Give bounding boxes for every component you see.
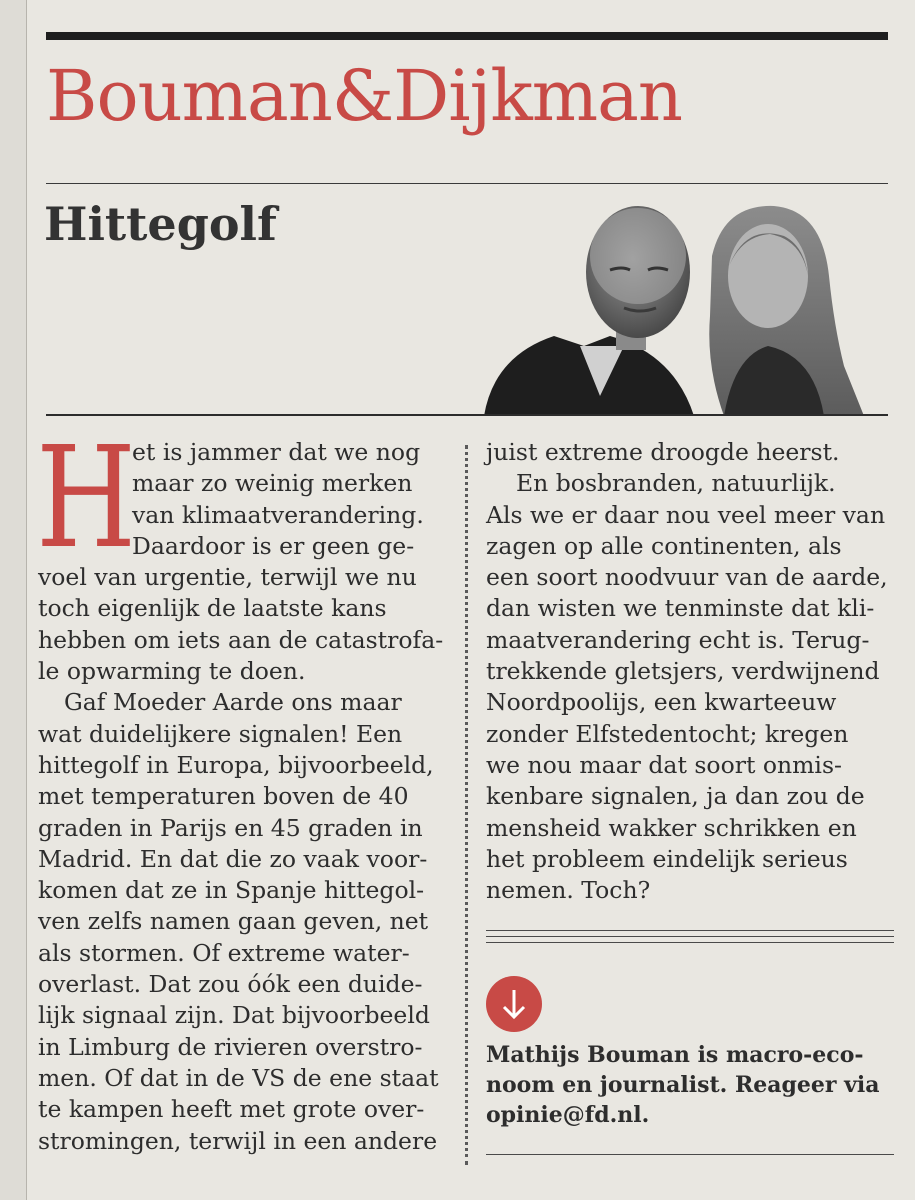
end-rule [486, 942, 894, 943]
arrow-down-icon [486, 976, 542, 1032]
bio-line: noom en journalist. Reageer via [486, 1072, 880, 1098]
text-line: et is jammer dat we nog [132, 438, 421, 466]
text-line: toch eigenlijk de laatste kans [38, 594, 387, 623]
text-line: lijk signaal zijn. Dat bijvoorbeeld [38, 1001, 430, 1030]
author-portraits-icon [484, 196, 888, 416]
section-rule [46, 414, 888, 416]
text-line: Als we er daar nou veel meer van [486, 500, 886, 529]
text-line: kenbare signalen, ja dan zou de [486, 782, 865, 811]
text-line: Gaf Moeder Aarde ons maar [64, 688, 402, 717]
text-line: En bosbranden, natuurlijk. [516, 469, 836, 498]
text-line: hebben om iets aan de catastrofa- [38, 625, 444, 654]
text-line: stromingen, terwijl in een andere [38, 1126, 438, 1155]
author-bio [486, 1040, 888, 1130]
text-line: komen dat ze in Spanje hittegol- [38, 876, 425, 905]
page-edge [26, 0, 27, 1200]
headline: Hittegolf [44, 197, 277, 251]
text-line: Noordpoolijs, een kwarteeuw [486, 688, 837, 717]
text-line: trekkende gletsjers, verdwijnend [486, 657, 880, 686]
text-line: voel van urgentie, terwijl we nu [38, 563, 417, 592]
column-masthead: Bouman&Dijkman [46, 55, 682, 137]
text-line: van klimaatverandering. [132, 500, 424, 529]
text-line: graden in Parijs en 45 graden in [38, 813, 423, 842]
text-line: mensheid wakker schrikken en [486, 813, 857, 842]
text-line: maar zo weinig merken [132, 469, 413, 498]
text-line: Daardoor is er geen ge- [132, 531, 415, 560]
text-line: het probleem eindelijk serieus [486, 844, 848, 873]
text-line: maatverandering echt is. Terug- [486, 625, 870, 654]
text-line: wat duidelijkere signalen! Een [38, 719, 403, 748]
text-line: ven zelfs namen gaan geven, net [38, 907, 429, 936]
text-line: als stormen. Of extreme water- [38, 938, 410, 967]
drop-cap: H [36, 417, 137, 580]
text-line: een soort noodvuur van de aarde, [486, 563, 888, 592]
text-line: zagen op alle continenten, als [486, 531, 842, 560]
text-line: men. Of dat in de VS de ene staat [38, 1063, 439, 1092]
text-line: in Limburg de rivieren overstro- [38, 1032, 423, 1061]
text-line: we nou maar dat soort onmis- [486, 750, 842, 779]
end-rule [486, 936, 894, 937]
text-line: dan wisten we tenminste dat kli- [486, 594, 875, 623]
article-column-right [486, 437, 888, 906]
text-line: te kampen heeft met grote over- [38, 1095, 425, 1124]
top-rule [46, 32, 888, 40]
text-line: overlast. Dat zou óók een duide- [38, 970, 423, 999]
text-line: Madrid. En dat die zo vaak voor- [38, 844, 428, 873]
text-line: met temperaturen boven de 40 [38, 782, 409, 811]
bio-email: opinie@fd.nl. [486, 1102, 650, 1128]
article-column-left [36, 417, 456, 1157]
text-line: le opwarming te doen. [38, 657, 306, 686]
end-rule [486, 930, 894, 931]
bio-line: Mathijs Bouman is macro-eco- [486, 1042, 864, 1068]
bottom-rule [486, 1154, 894, 1155]
masthead-rule [46, 183, 888, 184]
text-line: juist extreme droogde heerst. [486, 438, 840, 466]
text-line: nemen. Toch? [486, 876, 651, 905]
column-divider [465, 445, 468, 1165]
text-line: hittegolf in Europa, bijvoorbeeld, [38, 750, 434, 779]
text-line: zonder Elfstedentocht; kregen [486, 719, 849, 748]
